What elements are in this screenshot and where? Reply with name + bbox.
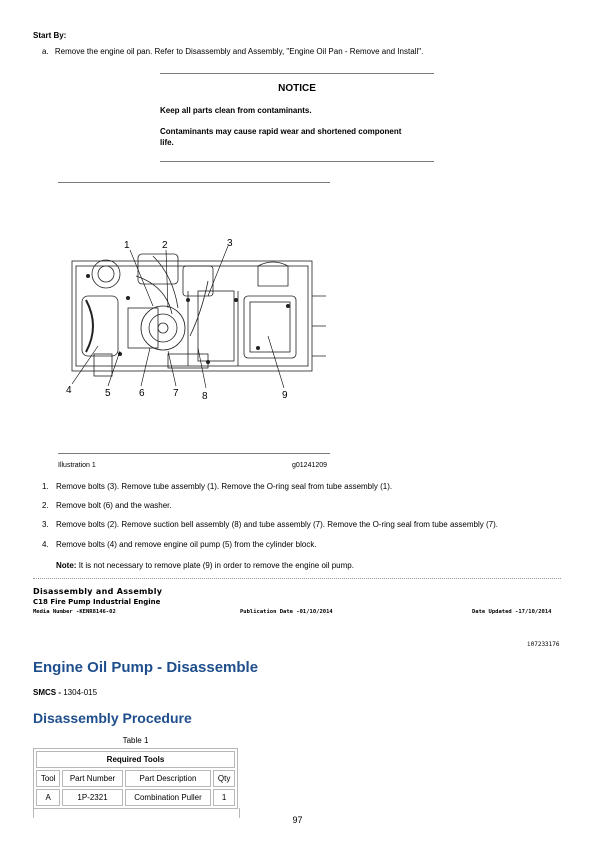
- step-4: [42, 540, 317, 549]
- illustration-caption: Illustration 1: [58, 462, 96, 469]
- start-by-item: [42, 47, 423, 56]
- step-number: 4.: [42, 540, 49, 549]
- procedure-title: Disassembly Procedure: [33, 710, 192, 726]
- table-header-cell: Qty: [213, 770, 235, 787]
- table-caption: Table 1: [122, 736, 149, 745]
- smcs-label: SMCS -: [33, 688, 61, 697]
- table-header-cell: Part Number: [62, 770, 122, 787]
- note: [56, 561, 354, 570]
- table-header-cell: Tool: [36, 770, 60, 787]
- doc-date-updated: Date Updated -17/10/2014: [472, 609, 552, 615]
- illustration-id: g01241209: [292, 462, 328, 469]
- smcs-value: 1304-015: [63, 688, 98, 697]
- step-text: Remove bolts (4) and remove engine oil pump (5) from the cylinder block.: [56, 540, 317, 549]
- doc-product: C18 Fire Pump Industrial Engine: [33, 598, 161, 606]
- callout-7: 7: [173, 388, 179, 399]
- notice-title: NOTICE: [278, 83, 316, 94]
- callout-3: 3: [227, 238, 233, 249]
- step-number: 3.: [42, 520, 49, 529]
- doc-id: i07233176: [527, 641, 560, 648]
- notice-top-rule: [160, 73, 434, 74]
- note-text: It is not necessary to remove plate (9) in order to remove the engine oil pump.: [78, 561, 354, 570]
- table-cell: 1P-2321: [62, 789, 122, 806]
- notice-line-2b: life.: [160, 138, 174, 147]
- callout-1: 1: [124, 240, 130, 251]
- start-by-label: Start By:: [33, 31, 67, 40]
- oil-pump-gear: [141, 306, 185, 350]
- table-header-cell: Part Description: [125, 770, 212, 787]
- engine-illustration: [58, 236, 330, 406]
- section-divider: [33, 578, 561, 579]
- doc-section-title: Disassembly and Assembly: [33, 587, 163, 596]
- step-3: [42, 520, 498, 529]
- start-by-letter: a.: [42, 47, 49, 56]
- illustration-bottom-rule: [58, 453, 330, 454]
- table-title: Required Tools: [36, 751, 235, 768]
- table-cell: Combination Puller: [125, 789, 212, 806]
- step-number: 1.: [42, 482, 49, 491]
- callout-8: 8: [202, 391, 208, 402]
- step-1: [42, 482, 392, 491]
- page-number: 97: [292, 815, 303, 825]
- illustration-top-rule: [58, 182, 330, 183]
- table-cell: 1: [213, 789, 235, 806]
- callout-4: 4: [66, 385, 72, 396]
- callout-9: 9: [282, 390, 288, 401]
- step-text: Remove bolt (6) and the washer.: [56, 501, 172, 510]
- step-text: Remove bolts (2). Remove suction bell assembly (8) and tube assembly (7). Remove the O-ring seal from tube assembly (7).: [56, 520, 498, 529]
- step-2: [42, 501, 172, 510]
- notice-line-1: Keep all parts clean from contaminants.: [160, 106, 312, 115]
- doc-publication-date: Publication Date -01/10/2014: [240, 609, 333, 615]
- cylinder-block-outline: [72, 261, 312, 371]
- doc-media-number: Media Number -KENR8146-02: [33, 609, 116, 615]
- page-title: Engine Oil Pump - Disassemble: [33, 659, 259, 676]
- smcs: [33, 688, 97, 697]
- step-number: 2.: [42, 501, 49, 510]
- notice-line-2a: Contaminants may cause rapid wear and shortened component: [160, 127, 402, 136]
- table-cell: A: [36, 789, 60, 806]
- note-label: Note:: [56, 561, 77, 570]
- required-tools-table: [33, 748, 238, 809]
- callout-6: 6: [139, 388, 145, 399]
- callout-5: 5: [105, 388, 111, 399]
- table-row: [36, 789, 235, 806]
- callout-2: 2: [162, 240, 168, 251]
- notice-bottom-rule: [160, 161, 434, 162]
- step-text: Remove bolts (3). Remove tube assembly (1). Remove the O-ring seal from tube assembly (1).: [56, 482, 393, 491]
- table-header-row: [36, 770, 235, 787]
- start-by-text: Remove the engine oil pan. Refer to Disassembly and Assembly, "Engine Oil Pan - Remove and Install".: [54, 47, 424, 56]
